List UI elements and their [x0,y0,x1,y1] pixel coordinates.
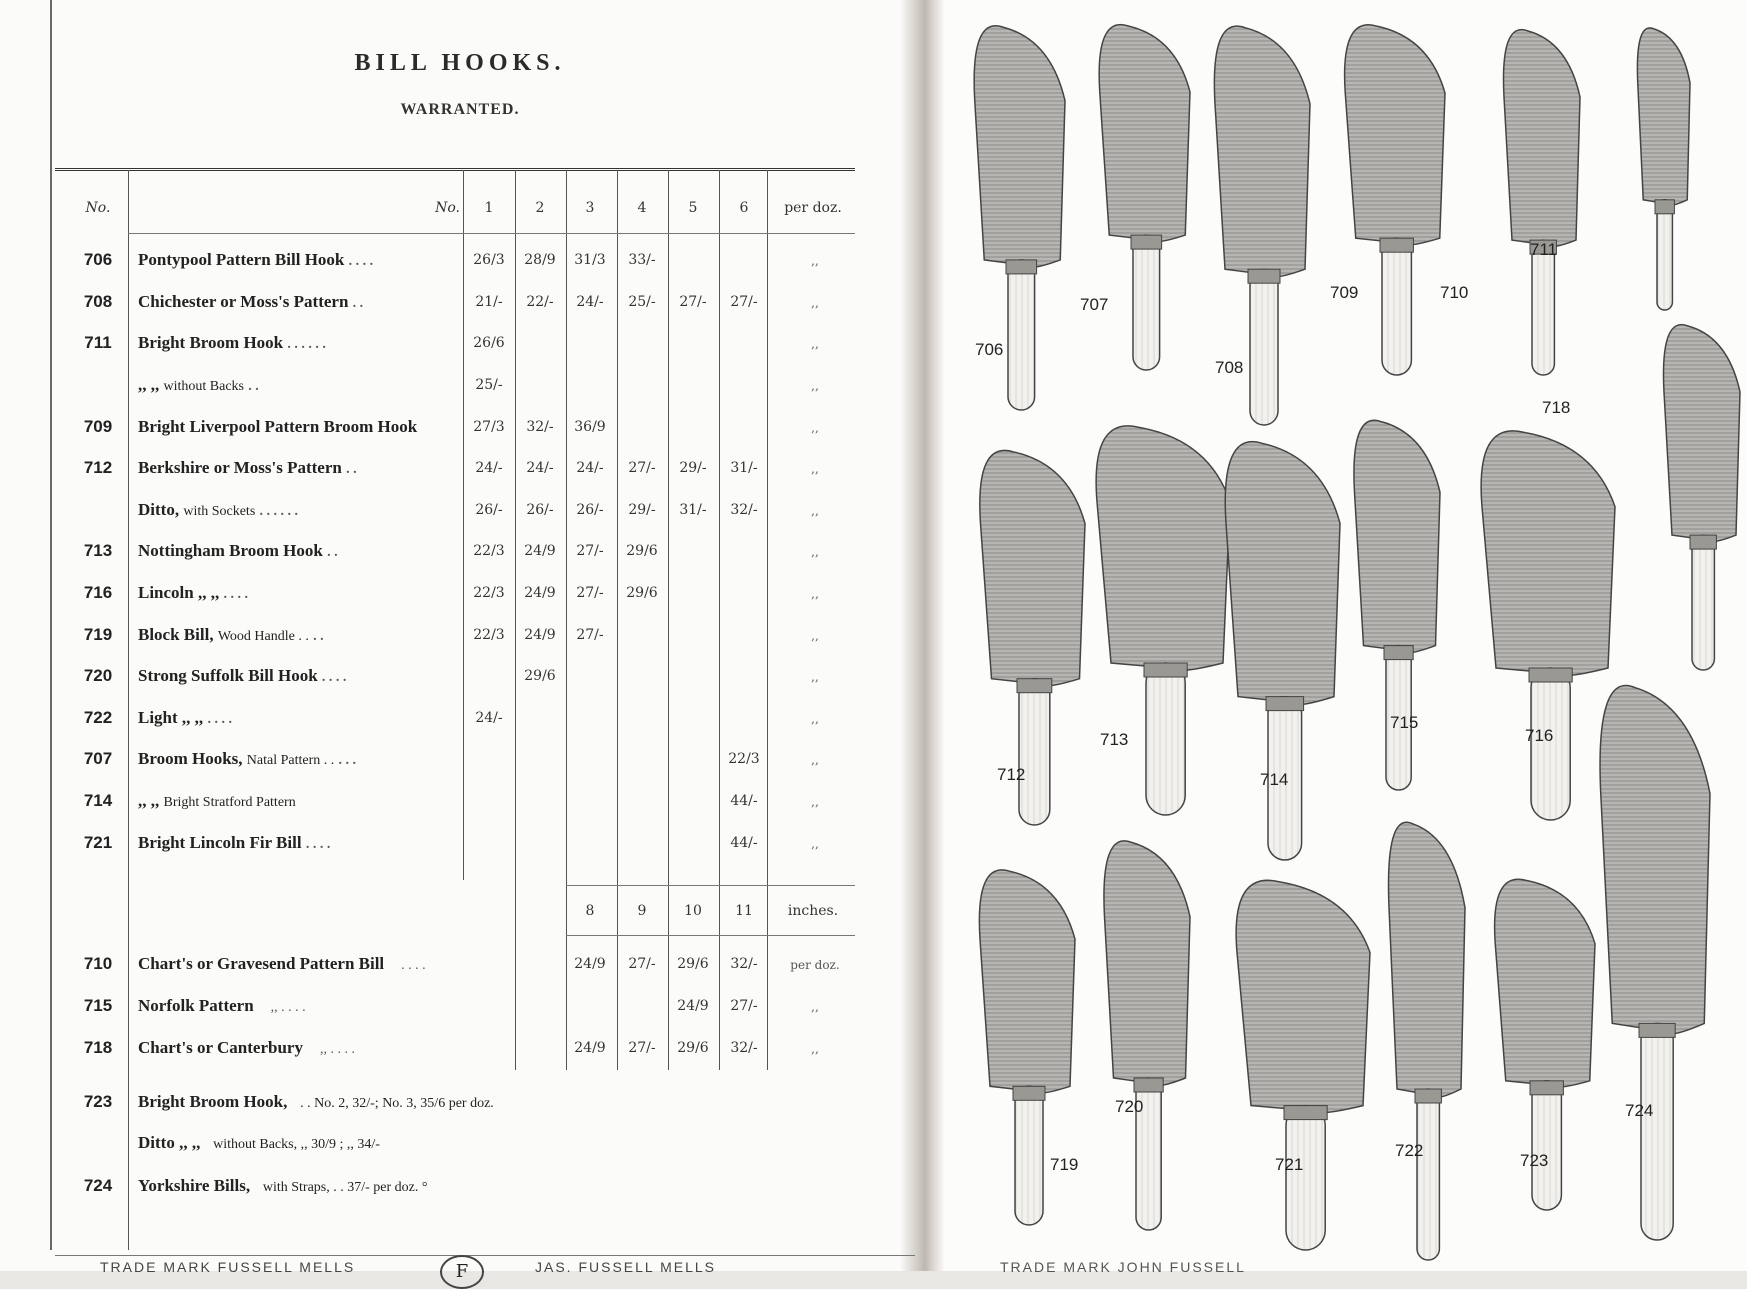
hook-blade [1354,420,1440,653]
hook-number-label: 723 [1520,1151,1549,1170]
table-row [0,1176,920,1204]
price-cell: 31/- [730,460,758,476]
header-rule [128,233,855,234]
item-number: 709 [83,417,113,436]
hook-blade [1214,26,1310,277]
per-doz-cell: ,, [811,379,819,393]
hook-handle [1417,1089,1439,1260]
hook-blade [1495,879,1595,1087]
item-number: 719 [83,625,113,644]
item-description: Broom Hooks, Natal Pattern . . . . . [138,749,357,768]
item-description: Block Bill, Wood Handle . . . . [138,625,324,644]
price-cell: 26/- [526,502,554,518]
price-cell: 24/- [475,710,503,726]
price-cell: 29/- [628,502,656,518]
hook-ferrule [1131,235,1162,249]
table-row [0,1133,920,1161]
table-row [0,375,920,403]
hook-blade [1637,28,1690,206]
header-size: 3 [585,200,595,216]
price-cell: 44/- [730,793,758,809]
item-description: Chart's or Canterbury ,, . . . . [138,1038,355,1057]
table-row [0,1038,920,1066]
item-number: 708 [83,292,113,311]
price-cell: 32/- [730,956,758,972]
hook-ferrule [1529,668,1572,682]
footer-trademark-center: JAS. FUSSELL MELLS [535,1259,716,1275]
header2-size: 8 [585,903,595,919]
item-description: Bright Broom Hook . . . . . . [138,333,326,352]
table-row [0,666,920,694]
per-doz-cell: ,, [811,753,819,767]
hook-number-label: 722 [1395,1141,1424,1160]
bill-hook-drawing [1099,25,1190,370]
table-row [0,1092,920,1120]
price-cell: 27/- [628,460,656,476]
item-description: Bright Lincoln Fir Bill . . . . [138,833,331,852]
price-cell: 27/- [679,294,707,310]
bill-hook-drawing [980,450,1085,825]
hook-ferrule [1134,1078,1163,1092]
footer-trademark-right: TRADE MARK JOHN FUSSELL [1000,1259,1246,1275]
price-cell: 33/- [628,252,656,268]
price-cell: 27/- [730,998,758,1014]
hook-ferrule [1639,1023,1675,1037]
header-no-right: No. [435,200,460,216]
item-number: 713 [83,541,113,560]
hook-number-label: 710 [1440,283,1469,302]
price-cell: 32/- [730,502,758,518]
hook-blade [974,26,1065,268]
price-cell: 31/- [679,502,707,518]
header2-rule-bottom [566,935,855,936]
price-cell: 24/9 [574,1040,606,1056]
hook-handle [1382,238,1411,375]
hook-number-label: 720 [1115,1097,1144,1116]
page-title: BILL HOOKS. [354,50,566,76]
price-cell: 27/- [576,543,604,559]
table-row [0,996,920,1024]
hook-ferrule [1144,663,1187,677]
item-description: Light ,, ,, . . . . [138,708,232,727]
hook-ferrule [1013,1086,1045,1100]
footer-trademark-left: TRADE MARK FUSSELL MELLS [100,1259,356,1275]
hook-ferrule [1248,269,1280,283]
price-cell: 29/6 [626,543,658,559]
price-cell: 22/3 [473,543,505,559]
hook-ferrule [1380,238,1413,252]
hook-blade [1236,880,1370,1113]
hook-handle [1286,1106,1325,1250]
price-cell: 31/3 [574,252,606,268]
item-number: 724 [83,1176,113,1195]
price-cell: 22/- [526,294,554,310]
hook-number-label: 711 [1530,240,1558,259]
hook-handle [1015,1086,1043,1225]
hook-blade [1389,822,1466,1098]
item-number: 707 [83,749,113,768]
bill-hook-drawing [1389,822,1466,1260]
price-cell: 29/6 [626,585,658,601]
hook-blade [1345,25,1445,245]
hook-blade [1225,442,1340,705]
hook-ferrule [1415,1089,1441,1103]
hook-blade [1096,426,1230,671]
price-cell: 24/- [475,460,503,476]
price-cell: 24/- [576,460,604,476]
hook-handle [1641,1023,1673,1240]
price-cell: 22/3 [728,751,760,767]
price-cell: 25/- [475,377,503,393]
price-cell: 22/3 [473,585,505,601]
per-doz-cell: ,, [811,837,819,851]
table-row [0,791,920,819]
hook-handle [1250,269,1278,425]
item-description: Yorkshire Bills, with Straps, . . 37/- per doz. ° [138,1176,428,1195]
bill-hook-drawing [1236,880,1370,1250]
table-row [0,417,920,445]
per-doz-cell: ,, [811,712,819,726]
table-row [0,333,920,361]
item-number: 710 [83,954,113,973]
hook-ferrule [1384,646,1413,660]
per-doz-cell: ,, [811,670,819,684]
header-size: 4 [637,200,647,216]
price-cell: 26/6 [473,335,505,351]
table-row [0,749,920,777]
item-description: Pontypool Pattern Bill Hook . . . . [138,250,374,269]
hook-handle [1692,535,1714,670]
price-cell: 29/- [679,460,707,476]
bill-hook-drawing [1664,325,1741,670]
price-cell: 24/9 [524,543,556,559]
item-description: ,, ,, without Backs . . [138,375,259,394]
hook-blade [1664,325,1741,542]
price-cell: 27/- [730,294,758,310]
price-cell: 25/- [628,294,656,310]
header-per-doz: per doz. [784,200,842,216]
bill-hook-drawing [1504,30,1581,375]
per-doz-cell: ,, [811,1042,819,1056]
per-doz-cell: ,, [811,296,819,310]
item-description: Bright Broom Hook, . . No. 2, 32/-; No. 3, 35/6 per doz. [138,1092,494,1111]
hook-blade [1481,431,1615,676]
price-cell: 28/9 [524,252,556,268]
item-description: Berkshire or Moss's Pattern . . [138,458,357,477]
hook-handle [1019,679,1050,825]
hook-number-label: 719 [1050,1155,1079,1174]
header2-inches: inches. [787,903,839,919]
per-doz-cell: ,, [811,254,819,268]
per-doz-cell: ,, [811,629,819,643]
price-cell: 32/- [526,419,554,435]
hook-number-label: 708 [1215,358,1244,377]
bill-hook-drawing [1637,28,1690,310]
price-cell: 36/9 [574,419,606,435]
hook-number-label: 724 [1625,1101,1654,1120]
item-description: Nottingham Broom Hook . . [138,541,338,560]
hook-number-label: 718 [1542,398,1571,417]
per-doz-cell: per doz. [790,958,840,972]
table-row [0,292,920,320]
hook-number-label: 721 [1275,1155,1304,1174]
table-row [0,250,920,278]
price-cell: 24/9 [524,627,556,643]
hook-blade [1504,30,1581,247]
header2-size: 9 [637,903,647,919]
item-description: Norfolk Pattern ,, . . . . [138,996,306,1015]
per-doz-cell: ,, [811,587,819,601]
price-cell: 27/- [628,1040,656,1056]
item-number: 722 [83,708,113,727]
hook-ferrule [1690,535,1716,549]
header-size: 5 [688,200,698,216]
item-number: 718 [83,1038,113,1057]
bill-hook-drawing [1345,25,1445,375]
per-doz-cell: ,, [811,462,819,476]
item-description: Chart's or Gravesend Pattern Bill . . . . [138,954,426,973]
bill-hook-drawing [1096,426,1230,815]
header-no-left: No. [85,200,111,216]
footer-trademark-logo: F [440,1255,484,1289]
item-description: Ditto ,, ,, without Backs, ,, 30/9 ; ,, 34/- [138,1133,380,1152]
hook-handle [1008,260,1035,410]
bill-hook-drawing [1600,685,1710,1240]
header-size: 6 [739,200,749,216]
hook-handle [1133,235,1160,370]
price-cell: 24/9 [574,956,606,972]
item-number: 711 [84,333,112,352]
per-doz-cell: ,, [811,1000,819,1014]
hook-blade [980,450,1085,686]
bill-hook-drawing [1225,442,1340,860]
price-cell: 24/- [576,294,604,310]
table-row [0,541,920,569]
per-doz-cell: ,, [811,795,819,809]
price-cell: 24/- [526,460,554,476]
price-cell: 27/- [576,585,604,601]
item-number: 706 [83,250,113,269]
hook-blade [1104,841,1190,1086]
item-number: 721 [83,833,113,852]
table-row [0,954,920,982]
item-description: ,, ,, Bright Stratford Pattern [138,791,296,810]
hook-blade [979,870,1075,1093]
header-size: 1 [484,200,494,216]
bill-hook-drawing [1354,420,1440,790]
hook-blade [1099,25,1190,242]
header2-rule-top [566,885,855,886]
hook-handle [1532,1081,1561,1210]
table-row [0,625,920,653]
hook-number-label: 715 [1390,713,1419,732]
hook-number-label: 712 [997,765,1026,784]
bill-hook-drawing [1481,431,1615,820]
item-description: Chichester or Moss's Pattern . . [138,292,364,311]
price-cell: 27/- [628,956,656,972]
hook-number-label: 707 [1080,295,1109,314]
item-number: 714 [83,791,113,810]
price-cell: 29/6 [677,1040,709,1056]
price-cell: 26/- [576,502,604,518]
price-cell: 26/3 [473,252,505,268]
per-doz-cell: ,, [811,421,819,435]
table-row [0,458,920,486]
item-description: Ditto, with Sockets . . . . . . [138,500,299,519]
hook-number-label: 713 [1100,730,1129,749]
header-size: 2 [535,200,545,216]
hook-ferrule [1655,200,1674,214]
hook-handle [1532,240,1554,375]
hook-blade [1600,685,1710,1034]
header2-size: 10 [684,903,702,919]
hook-number-label: 709 [1330,283,1359,302]
price-cell: 44/- [730,835,758,851]
hook-number-label: 716 [1525,726,1554,745]
item-number: 715 [83,996,113,1015]
price-cell: 27/- [576,627,604,643]
item-number: 723 [83,1092,113,1111]
price-cell: 29/6 [677,956,709,972]
hook-ferrule [1284,1106,1327,1120]
item-description: Strong Suffolk Bill Hook . . . . [138,666,347,685]
hook-handle [1657,200,1672,310]
price-cell: 27/3 [473,419,505,435]
item-number: 720 [83,666,113,685]
item-number: 712 [83,458,113,477]
price-cell: 24/9 [677,998,709,1014]
page-subtitle: WARRANTED. [400,101,520,118]
item-description: Bright Liverpool Pattern Broom Hook [138,417,418,436]
per-doz-cell: ,, [811,337,819,351]
bill-hook-drawing [1104,841,1190,1230]
per-doz-cell: ,, [811,504,819,518]
table-row [0,583,920,611]
price-cell: 22/3 [473,627,505,643]
table-row [0,708,920,736]
header2-size: 11 [735,903,753,919]
table-row [0,833,920,861]
table-top-rule [55,168,855,171]
hook-number-label: 714 [1260,770,1289,789]
hook-ferrule [1006,260,1037,274]
price-cell: 24/9 [524,585,556,601]
hook-ferrule [1530,1081,1563,1095]
price-cell: 21/- [475,294,503,310]
table-row [0,500,920,528]
item-description: Lincoln ,, ,, . . . . [138,583,248,602]
hook-handle [1146,663,1185,815]
hook-ferrule [1266,697,1304,711]
bill-hook-illustrations [930,0,1747,1271]
price-cell: 26/- [475,502,503,518]
item-number: 716 [83,583,113,602]
price-cell: 29/6 [524,668,556,684]
price-cell: 32/- [730,1040,758,1056]
per-doz-cell: ,, [811,545,819,559]
hook-number-label: 706 [975,340,1004,359]
hook-ferrule [1017,679,1052,693]
